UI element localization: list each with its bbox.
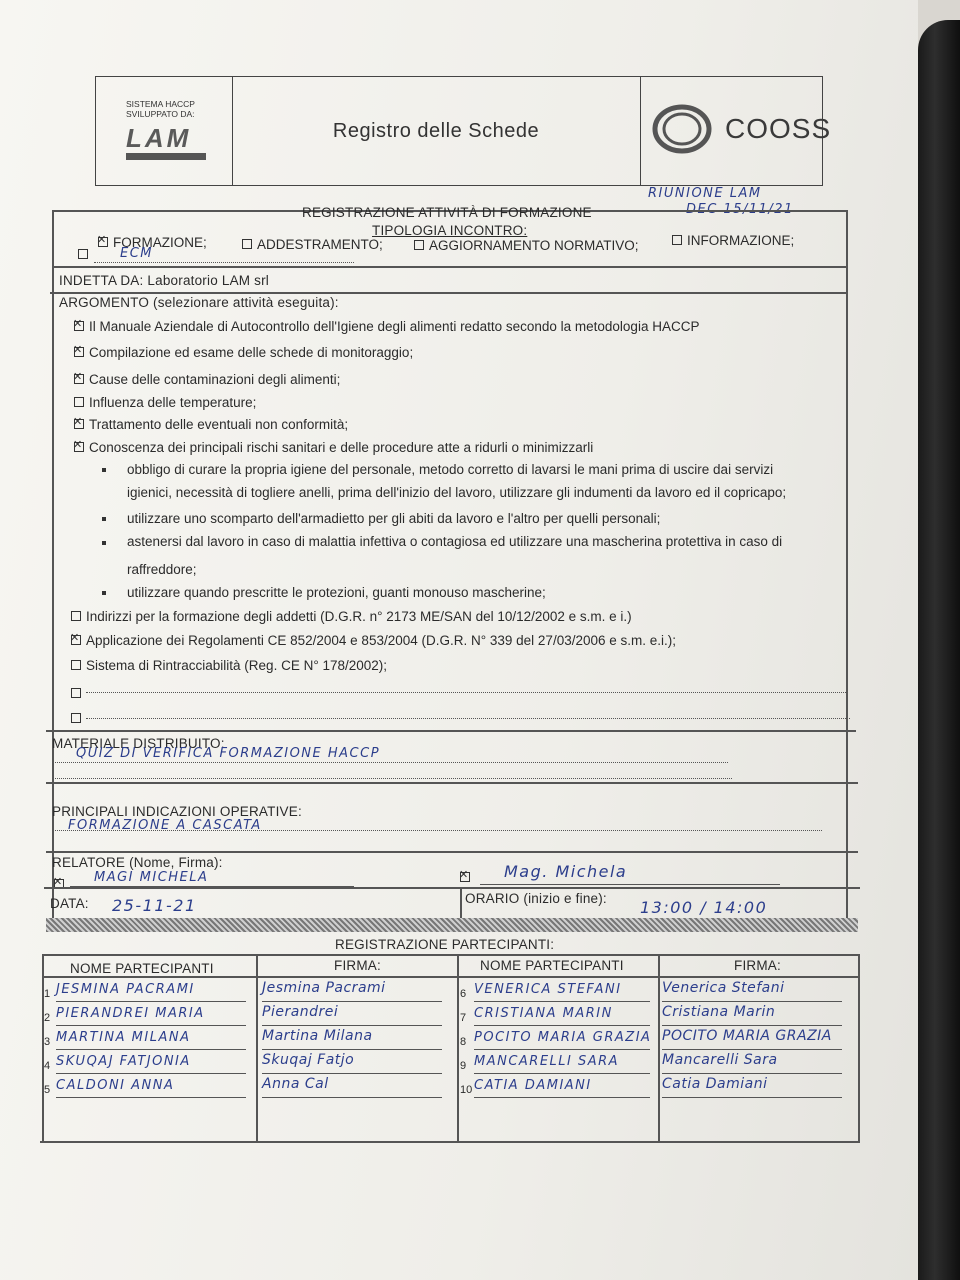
argomento-item-text: Conoscenza dei principali rischi sanitari e delle procedure atte a ridurli o minimizzarli [89,440,594,455]
checkbox-checked-icon[interactable] [460,872,470,882]
row-number: 3 [44,1036,51,1048]
participant-signature: Martina Milana [262,1028,373,1044]
participant-signature-field[interactable] [662,1097,842,1098]
participant-signature-field[interactable] [662,1049,842,1050]
checkbox-checked-icon[interactable] [74,442,84,452]
argomento-item[interactable] [74,372,340,387]
argomento-item[interactable] [74,395,256,410]
relatore-signature-field[interactable] [480,884,780,885]
checkbox-icon[interactable] [71,611,81,621]
participant-name: MARTINA MILANA [56,1030,191,1045]
participant-signature: Cristiana Marin [662,1004,776,1020]
col-header-name: NOME PARTECIPANTI [480,958,624,973]
bullet-icon [102,591,106,595]
lam-logo: LAM [126,123,192,153]
bullet-text: raffreddore; [127,562,197,577]
participant-name-field[interactable] [474,1097,650,1098]
participant-name-field[interactable] [56,1073,246,1074]
document-title: Registro delle Schede [332,119,540,142]
checkbox-checked-icon[interactable] [74,347,84,357]
data-value: 25-11-21 [112,896,197,915]
materiale-label: MATERIALE DISTRIBUITO: [52,736,225,751]
row-number: 4 [44,1060,51,1072]
row-number: 6 [460,988,467,1000]
checkbox-checked-icon[interactable] [74,374,84,384]
system-line1: SISTEMA HACCP [126,99,195,109]
row-number: 5 [44,1084,51,1096]
indicazioni-value: FORMAZIONE A CASCATA [68,818,262,833]
checkbox-icon[interactable] [74,397,84,407]
cooss-brand: COOSS [725,113,832,144]
argomento-item-text: Il Manuale Aziendale di Autocontrollo dell'Igiene degli alimenti redatto secondo la metodologia HACCP [89,319,700,334]
participant-signature-field[interactable] [662,1025,842,1026]
participant-signature: Jesmina Pacrami [262,980,386,996]
argomento-item[interactable] [71,609,632,624]
materiale-value: QUIZ DI VERIFICA FORMAZIONE HACCP [76,746,381,761]
other-field[interactable] [94,262,354,263]
tipologia-label: TIPOLOGIA INCONTRO: [372,223,528,238]
row-number: 2 [44,1012,51,1024]
participant-name: PIERANDREI MARIA [56,1006,205,1021]
checkbox-icon[interactable] [414,240,424,250]
lam-logo-bar [126,153,206,160]
cooss-logo-icon [651,103,713,155]
checkbox-icon[interactable] [71,713,81,723]
participant-signature: Anna Cal [262,1076,329,1092]
argomento-item[interactable] [74,345,413,360]
participant-name-field[interactable] [56,1025,246,1026]
participant-name-field[interactable] [474,1073,650,1074]
system-label [126,99,195,119]
tipologia-aggiornamento[interactable] [414,238,639,253]
document-header [95,76,832,186]
lam-logo-cell [96,77,233,185]
participant-signature-field[interactable] [262,1049,442,1050]
argomento-item-text: Applicazione dei Regolamenti CE 852/2004 e 853/2004 (D.G.R. N° 339 del 27/03/2006 e s.m. e.i.); [86,633,677,648]
option-label: FORMAZIONE; [113,235,207,250]
argomento-item[interactable] [74,319,699,334]
bullet-text: igienici, necessità di togliere anelli, prima dell'inizio del lavoro, utilizzare gli indumenti da lavoro ed il copricapo; [127,485,787,500]
participant-name-field[interactable] [474,1001,650,1002]
participant-name-field[interactable] [56,1001,246,1002]
bullet-icon [102,541,106,545]
row-number: 8 [460,1036,467,1048]
orario-label: ORARIO (inizio e fine): [465,891,607,906]
participant-signature: Skuqaj Fatjo [262,1052,355,1068]
checkbox-icon[interactable] [71,660,81,670]
participant-signature: POCITO MARIA GRAZIA [662,1028,832,1044]
col-header-name: NOME PARTECIPANTI [70,961,214,976]
bullet-text: utilizzare uno scomparto dell'armadietto per gli abiti da lavoro e l'altro per quelli personali; [127,511,661,526]
checkbox-icon[interactable] [672,235,682,245]
tipologia-addestramento[interactable] [242,237,383,252]
participant-signature-field[interactable] [262,1025,442,1026]
argomento-item-text: Indirizzi per la formazione degli addetti (D.G.R. n° 2173 ME/SAN del 10/12/2002 e s.m. e i.) [86,609,632,624]
partecipanti-title: REGISTRAZIONE PARTECIPANTI: [335,937,555,952]
argomento-item[interactable] [71,658,387,673]
bullet-text: obbligo di curare la propria igiene del personale, metodo corretto di lavarsi le mani prima di uscire dai servizi [127,462,774,477]
participant-name: JESMINA PACRAMI [56,982,195,997]
checkbox-icon[interactable] [78,249,88,259]
checkbox-checked-icon[interactable] [71,635,81,645]
participant-name: CALDONI ANNA [56,1078,175,1093]
relatore-signature: Mag. Michela [504,862,628,881]
relatore-name: MAGI MICHELA [94,870,209,885]
bullet-text: utilizzare quando prescritte le protezioni, guanti monouso mascherine; [127,585,546,600]
form-body [40,206,848,1140]
materiale-field[interactable] [52,778,732,779]
other-argomento-field[interactable] [86,692,846,693]
checkbox-icon[interactable] [71,688,81,698]
bullet-text: astenersi dal lavoro in caso di malattia infettiva o contagiosa ed utilizzare una mascherina protettiva in caso di [127,534,783,549]
participant-name: SKUQAJ FATJONIA [56,1054,191,1069]
participant-signature: Pierandrei [262,1004,339,1020]
argomento-item-text: Cause delle contaminazioni degli alimenti; [89,372,341,387]
cooss-logo-cell [640,77,832,185]
indicazioni-label: PRINCIPALI INDICAZIONI OPERATIVE: [52,804,302,819]
hatched-separator [46,918,858,932]
participant-signature: Venerica Stefani [662,980,785,996]
participant-signature: Catia Damiani [662,1076,768,1092]
checkbox-icon[interactable] [242,239,252,249]
argomento-label: ARGOMENTO (selezionare attività eseguita): [59,295,339,310]
participant-signature-field[interactable] [262,1073,442,1074]
checkbox-checked-icon[interactable] [74,321,84,331]
argomento-item-text: Compilazione ed esame delle schede di monitoraggio; [89,345,414,360]
participant-signature-field[interactable] [662,1073,842,1074]
argomento-item-text: Sistema di Rintracciabilità (Reg. CE N° 178/2002); [86,658,388,673]
relatore-label: RELATORE (Nome, Firma): [52,855,223,870]
section-title: REGISTRAZIONE ATTIVITÀ DI FORMAZIONE [302,205,592,220]
col-header-firma: FIRMA: [334,958,381,973]
row-number: 7 [460,1012,467,1024]
argomento-item-text: Trattamento delle eventuali non conformità; [89,417,349,432]
participant-name: CATIA DAMIANI [474,1078,592,1093]
argomento-item[interactable] [74,417,348,432]
tipologia-informazione[interactable] [672,233,794,248]
participant-name-field[interactable] [56,1049,246,1050]
data-label: DATA: [50,896,89,911]
participant-signature: Mancarelli Sara [662,1052,778,1068]
participant-name: MANCARELLI SARA [474,1054,620,1069]
tipologia-other-value: ECM [120,246,154,261]
row-number: 10 [460,1084,473,1096]
option-label: AGGIORNAMENTO NORMATIVO; [429,238,639,253]
participant-name-field[interactable] [56,1097,246,1098]
row-number: 1 [44,988,51,1000]
row-number: 9 [460,1060,467,1072]
checkbox-checked-icon[interactable] [98,237,108,247]
option-label: INFORMAZIONE; [687,233,795,248]
bullet-icon [102,517,106,521]
orario-value: 13:00 / 14:00 [640,898,768,917]
participant-name-field[interactable] [474,1025,650,1026]
participant-signature-field[interactable] [662,1001,842,1002]
other-argomento-field[interactable] [86,718,850,719]
binder-edge [918,20,960,1280]
participant-name: POCITO MARIA GRAZIA [474,1030,652,1045]
col-header-firma: FIRMA: [734,958,781,973]
checkbox-checked-icon[interactable] [74,419,84,429]
participant-name: VENERICA STEFANI [474,982,622,997]
bullet-icon [102,468,106,472]
participant-name: CRISTIANA MARIN [474,1006,613,1021]
option-label: ADDESTRAMENTO; [257,237,383,252]
argomento-item[interactable] [71,633,676,648]
handwritten-note-line1: RIUNIONE LAM [648,186,762,201]
indicazioni-field[interactable] [52,830,822,831]
system-line2: SVILUPPATO DA: [126,109,195,119]
participant-signature-field[interactable] [262,1097,442,1098]
participant-signature-field[interactable] [262,1001,442,1002]
participant-name-field[interactable] [474,1049,650,1050]
argomento-item[interactable] [74,440,593,455]
argomento-item-text: Influenza delle temperature; [89,395,257,410]
materiale-field[interactable] [52,762,728,763]
indetta-da: INDETTA DA: Laboratorio LAM srl [59,273,270,288]
